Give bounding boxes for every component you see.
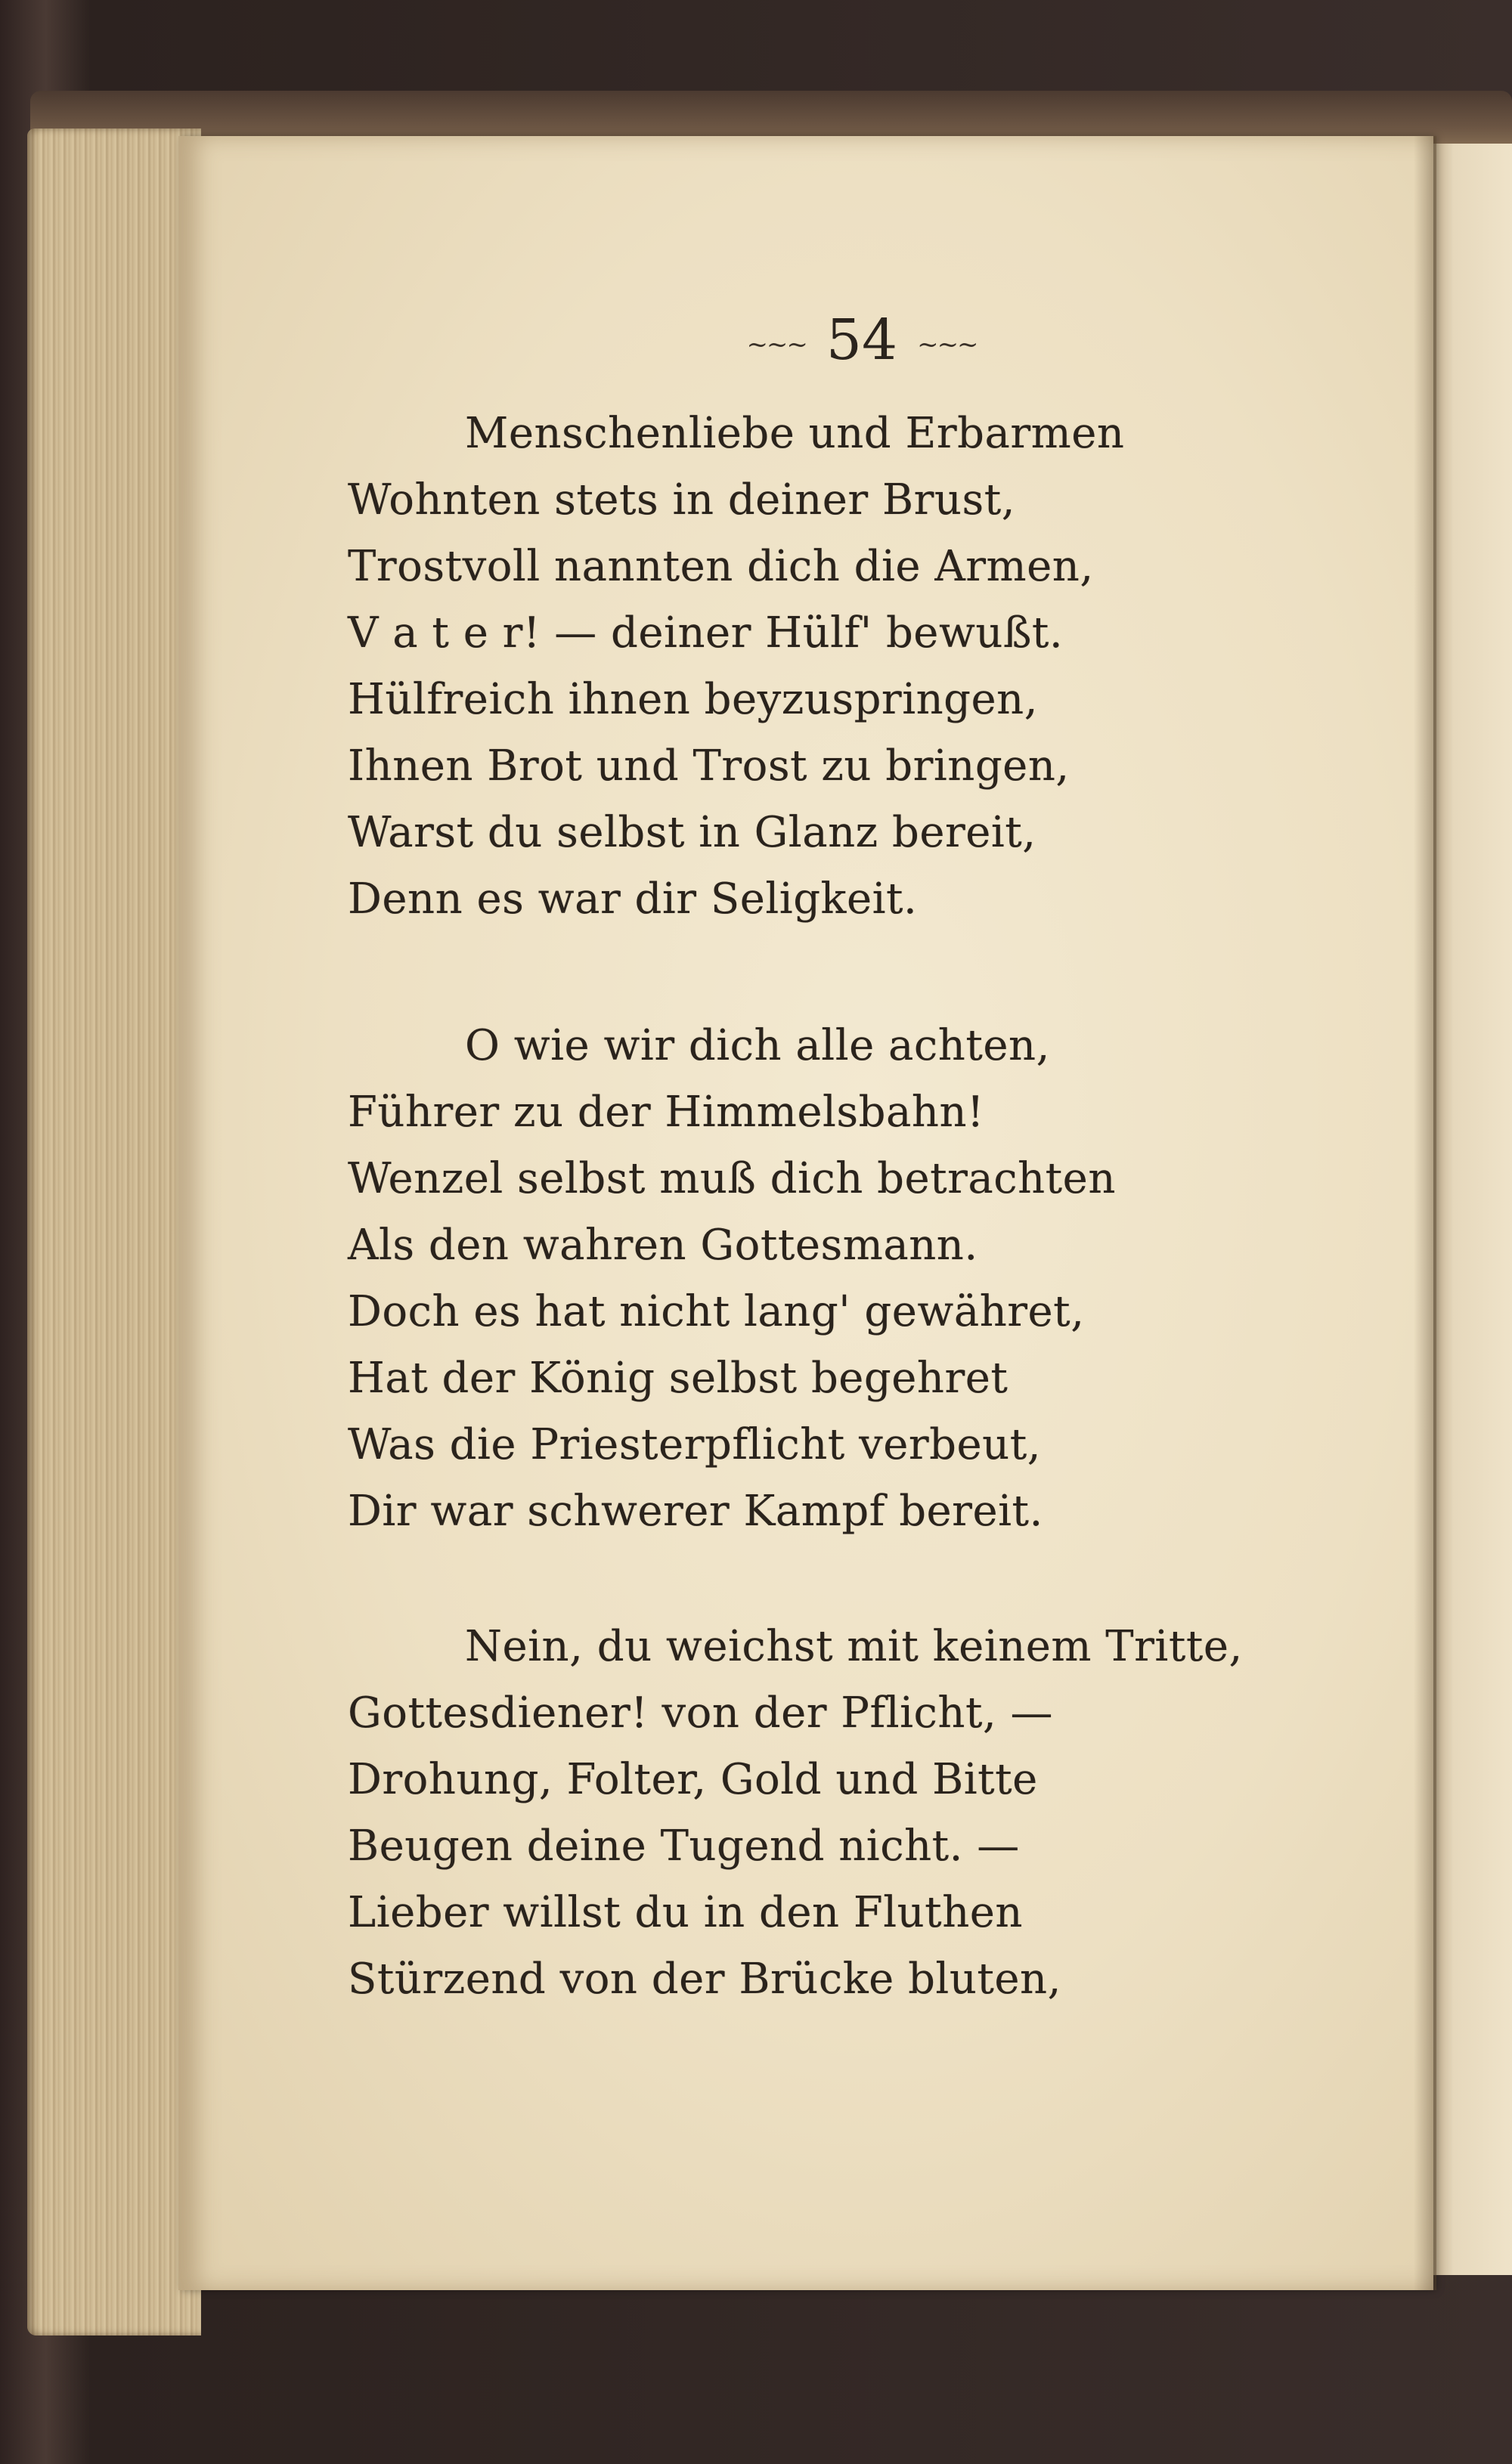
stanza-1 (348, 401, 1124, 933)
verse-line: Lieber willst du in den Fluthen (348, 1888, 1023, 1937)
verse-line: Hülfreich ihnen beyzuspringen, (348, 675, 1039, 724)
facing-page-edge (1429, 144, 1512, 2275)
verse-line: Drohung, Folter, Gold und Bitte (348, 1755, 1038, 1804)
stanza-3 (348, 1614, 1243, 2013)
verse-line: Gottesdiener! von der Pflicht, — (348, 1689, 1054, 1738)
verse-line: Warst du selbst in Glanz bereit, (348, 808, 1036, 857)
verse-line: Nein, du weichst mit keinem Tritte, (465, 1622, 1243, 1671)
verse-line: V a t e r! — deiner Hülf' bewußt. (348, 608, 1064, 658)
ornament-right-icon: ~~~ (917, 330, 978, 360)
verse-line: Doch es hat nicht lang' gewähret, (348, 1287, 1085, 1336)
verse-line: Menschenliebe und Erbarmen (465, 409, 1125, 458)
page-stack-edges (27, 128, 201, 2336)
verse-line: Wenzel selbst muß dich betrachten (348, 1154, 1116, 1203)
verse-line: Wohnten stets in deiner Brust, (348, 475, 1016, 525)
verse-line: Beugen deine Tugend nicht. — (348, 1822, 1020, 1871)
verse-line: Stürzend von der Brücke bluten, (348, 1955, 1061, 2004)
verse-line: O wie wir dich alle achten, (465, 1021, 1050, 1070)
ornament-left-icon: ~~~ (746, 330, 807, 360)
verse-line: Denn es war dir Seligkeit. (348, 874, 918, 924)
page-number: 54 (826, 308, 898, 373)
verse-line: Dir war schwerer Kampf bereit. (348, 1487, 1043, 1536)
verse-line: Führer zu der Himmelsbahn! (348, 1088, 985, 1137)
verse-line: Was die Priesterpflicht verbeut, (348, 1420, 1042, 1469)
stanza-2 (348, 1013, 1116, 1545)
verse-line: Trostvoll nannten dich die Armen, (348, 542, 1094, 591)
verse-line: Als den wahren Gottesmann. (348, 1221, 978, 1270)
verse-line: Ihnen Brot und Trost zu bringen, (348, 741, 1070, 791)
page-header (680, 306, 1043, 374)
page-gutter-shadow (1414, 136, 1436, 2290)
verse-line: Hat der König selbst begehret (348, 1354, 1009, 1403)
